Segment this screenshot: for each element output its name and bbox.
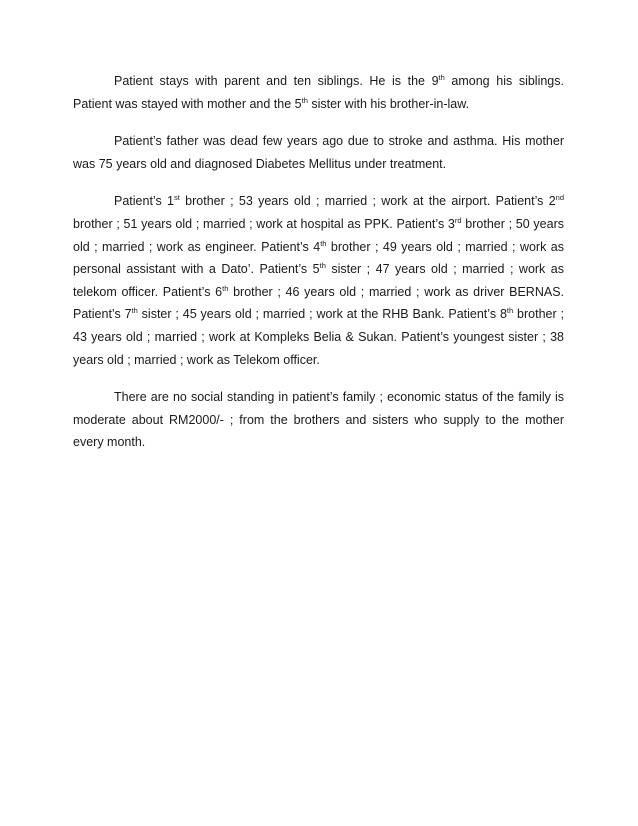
- paragraph-siblings: Patient’s 1st brother ; 53 years old ; married ; work at the airport. Patient’s 2nd brother ; 51 years old ; married ; work at hospital as PPK. Patient’s 3rd brother ; 50 years old ; married ; work as engineer. Patient’s 4th brother ; 49 years old ; married ; work as personal assistant with a Dato’. Patient’s 5th sister ; 47 years old ; married ; work as telekom officer. Patient’s 6th brother ; 46 years old ; married ; work as driver BERNAS. Patient’s 7th sister ; 45 years old ; married ; work at the RHB Bank. Patient’s 8th brother ; 43 years old ; married ; work at Kompleks Belia & Sukan. Patient’s youngest sister ; 38 years old ; married ; work as Telekom officer.: [73, 193, 565, 367]
- document-page: [73, 70, 564, 469]
- paragraph-economic-status: There are no social standing in patient’s family ; economic status of the family is moderate about RM2000/- ; from the brothers and sisters who supply to the mother every month.: [73, 390, 564, 450]
- paragraph-parents: Patient’s father was dead few years ago due to stroke and asthma. His mother was 75 years old and diagnosed Diabetes Mellitus under treatment.: [73, 134, 564, 171]
- paragraph-living-situation: Patient stays with parent and ten siblings. He is the 9th among his siblings. Patient was stayed with mother and the 5th sister with his brother-in-law.: [73, 73, 564, 111]
